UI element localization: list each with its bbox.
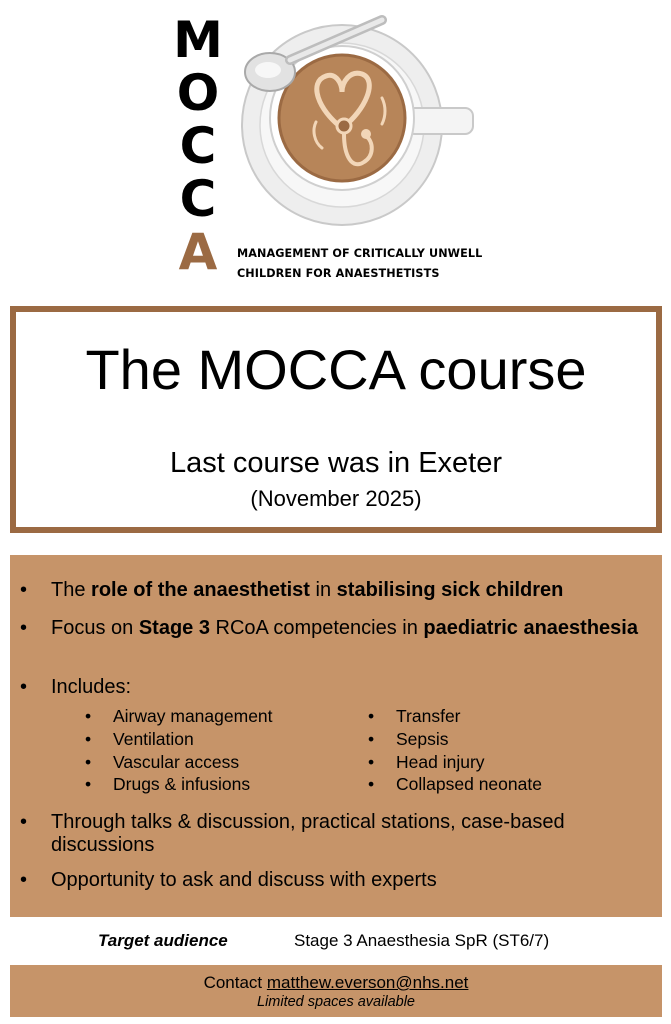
spaces-note: Limited spaces available	[257, 994, 415, 1010]
bullet-dot: •	[20, 676, 28, 698]
audience-label: Target audience	[98, 931, 228, 950]
tagline-line: MANAGEMENT OF CRITICALLY UNWELL	[237, 247, 483, 260]
topic-text: Ventilation	[113, 729, 194, 749]
logo-wordmark	[170, 11, 226, 281]
bullet-text	[51, 617, 641, 640]
course-date: (November 2025)	[250, 486, 422, 511]
logo-letter: C	[179, 170, 217, 228]
bullet-dot: •	[85, 752, 92, 772]
bullet-dot: •	[368, 774, 375, 794]
topic-text: Collapsed neonate	[396, 774, 542, 794]
title-box	[10, 306, 662, 533]
contact-panel	[10, 965, 662, 1017]
text-run: The	[51, 579, 92, 601]
bullet-text: Includes:	[51, 676, 132, 698]
coffee-cup-icon	[232, 10, 478, 230]
text-run: RCoA competencies in	[209, 617, 424, 639]
logo-letter: M	[173, 11, 223, 69]
tagline-line: CHILDREN FOR ANAESTHETISTS	[237, 267, 440, 280]
bullet-text: Through talks & discussion, practical stations, case-based discussions	[51, 811, 565, 856]
page-title: The MOCCA course	[85, 338, 587, 401]
logo-tagline	[237, 244, 482, 284]
bold-text: role of the anaesthetist	[91, 579, 310, 601]
bullet-text	[51, 579, 641, 602]
course-info-panel	[10, 555, 662, 917]
audience-value: Stage 3 Anaesthesia SpR (ST6/7)	[294, 931, 550, 950]
topic-text: Vascular access	[113, 752, 240, 772]
course-location: Last course was in Exeter	[169, 447, 503, 479]
bold-text: Stage 3	[138, 617, 210, 639]
bullet-dot: •	[20, 617, 28, 639]
topic-text: Airway management	[113, 706, 273, 726]
bullet-dot: •	[85, 706, 92, 726]
contact-line	[10, 973, 662, 993]
contact-email-link[interactable]: matthew.everson@nhs.net	[266, 973, 469, 992]
bullet-dot: •	[20, 811, 28, 833]
bold-text: paediatric anaesthesia	[423, 617, 638, 639]
bullet-dot: •	[368, 752, 375, 772]
logo-letter: O	[176, 64, 220, 122]
logo-letter: C	[179, 117, 217, 175]
bullet-dot: •	[85, 774, 92, 794]
bold-text: stabilising sick children	[336, 579, 564, 601]
topic-text: Transfer	[396, 706, 461, 726]
text-run: Focus on	[51, 617, 139, 639]
text-run: in	[309, 579, 337, 601]
bullet-text: Opportunity to ask and discuss with experts	[51, 869, 437, 891]
bullet-dot: •	[20, 579, 28, 601]
bullet-dot: •	[368, 729, 375, 749]
bullet-dot: •	[368, 706, 375, 726]
bullet-dot: •	[85, 729, 92, 749]
topic-text: Drugs & infusions	[113, 774, 251, 794]
target-audience	[10, 927, 662, 955]
topic-text: Head injury	[396, 752, 485, 772]
topic-text: Sepsis	[396, 729, 449, 749]
bullet-dot: •	[20, 869, 28, 891]
logo	[0, 0, 671, 295]
contact-prefix: Contact	[203, 973, 267, 992]
logo-letter: A	[178, 223, 218, 281]
